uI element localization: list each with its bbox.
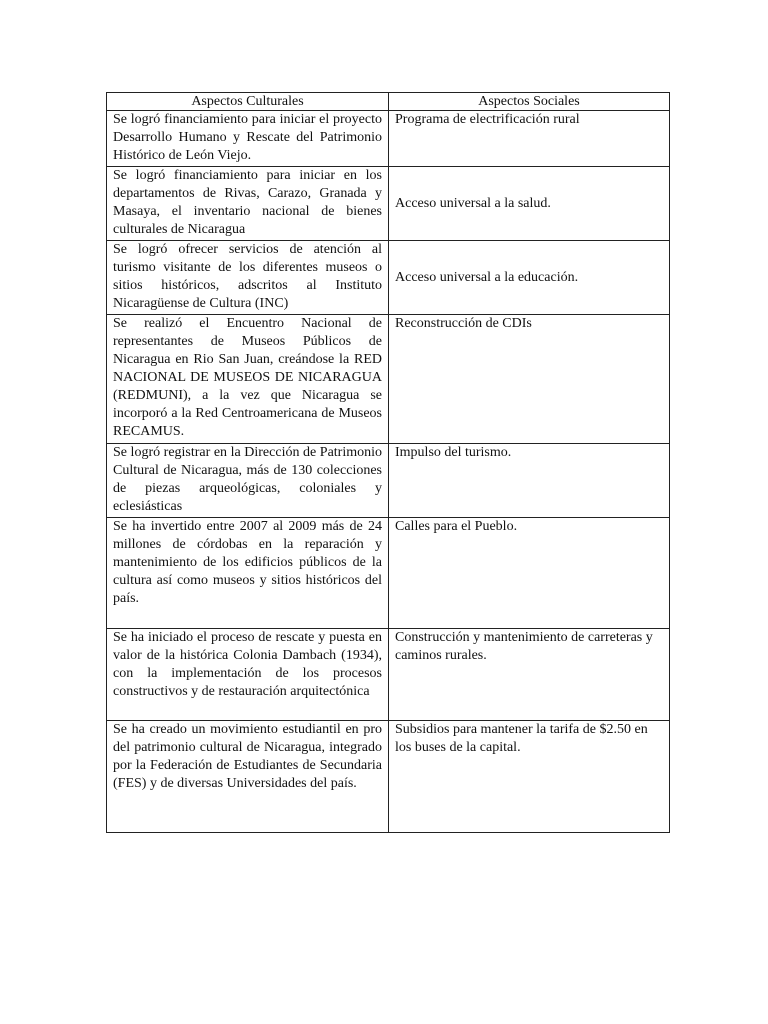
cultural-cell: Se realizó el Encuentro Nacional de representantes de Museos Públicos de Nicaragua en Rio San Juan, creándose la RED NACIONAL DE MUSEOS DE NICARAGUA (REDMUNI), a la vez que Nicaragua se incorporó a la Red Centroamericana de Museos RECAMUS. — [107, 315, 389, 444]
social-cell: Reconstrucción de CDIs — [389, 315, 670, 444]
table-row — [107, 721, 670, 833]
table-row — [107, 518, 670, 629]
social-cell: Construcción y mantenimiento de carreteras y caminos rurales. — [389, 629, 670, 721]
social-cell: Acceso universal a la salud. — [389, 167, 670, 241]
cultural-cell: Se ha creado un movimiento estudiantil en pro del patrimonio cultural de Nicaragua, integrado por la Federación de Estudiantes de Secundaria (FES) y de diversas Universidades del país. — [107, 721, 389, 833]
cultural-cell: Se ha iniciado el proceso de rescate y puesta en valor de la histórica Colonia Dambach (1934), con la implementación de los procesos constructivos y de restauración arquitectónica — [107, 629, 389, 721]
table-row — [107, 241, 670, 315]
header-aspectos-culturales: Aspectos Culturales — [107, 93, 389, 111]
social-cell: Calles para el Pueblo. — [389, 518, 670, 629]
table-header-row — [107, 93, 670, 111]
cultural-cell: Se logró registrar en la Dirección de Patrimonio Cultural de Nicaragua, más de 130 colecciones de piezas arqueológicas, coloniales y eclesiásticas — [107, 444, 389, 518]
social-cell: Impulso del turismo. — [389, 444, 670, 518]
social-cell: Subsidios para mantener la tarifa de $2.50 en los buses de la capital. — [389, 721, 670, 833]
cultural-cell: Se logró ofrecer servicios de atención al turismo visitante de los diferentes museos o sitios históricos, adscritos al Instituto Nicaragüense de Cultura (INC) — [107, 241, 389, 315]
header-aspectos-sociales: Aspectos Sociales — [389, 93, 670, 111]
cultural-cell: Se ha invertido entre 2007 al 2009 más de 24 millones de córdobas en la reparación y mantenimiento de los edificios públicos de la cultura así como museos y sitios históricos del país. — [107, 518, 389, 629]
table-row — [107, 111, 670, 167]
table-row — [107, 629, 670, 721]
table-row — [107, 444, 670, 518]
cultural-cell: Se logró financiamiento para iniciar el proyecto Desarrollo Humano y Rescate del Patrimonio Histórico de León Viejo. — [107, 111, 389, 167]
social-cell: Programa de electrificación rural — [389, 111, 670, 167]
table-row — [107, 167, 670, 241]
aspects-table — [106, 92, 670, 833]
cultural-cell: Se logró financiamiento para iniciar en los departamentos de Rivas, Carazo, Granada y Masaya, el inventario nacional de bienes culturales de Nicaragua — [107, 167, 389, 241]
table-row — [107, 315, 670, 444]
social-cell: Acceso universal a la educación. — [389, 241, 670, 315]
